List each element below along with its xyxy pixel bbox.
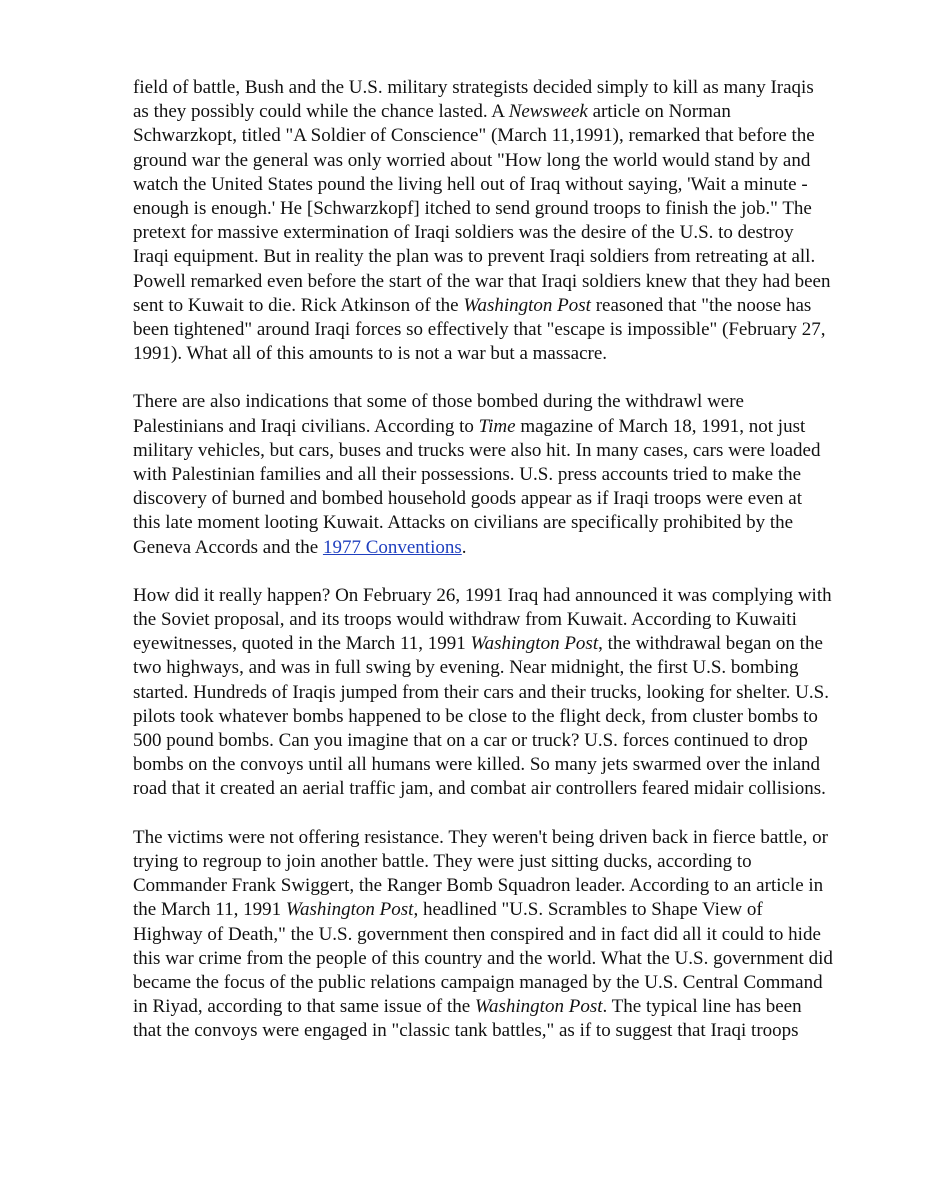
publication-title: Newsweek	[508, 101, 588, 123]
text-segment: , headlined "U.S. Scrambles to Shape View of Highway of Death," the U.S. government then conspired and in fact did all it could to hide this war crime from the people of this country and the world. What the U.S. government did became the focus of the public relations campaign managed by the U.S. Central Command in Riyad, according to that same issue of the	[133, 899, 833, 1018]
text-segment: magazine of March 18, 1991, not just military vehicles, but cars, buses and trucks were also hit. In many cases, cars were loaded with Palestinian families and all their possessions. U.S. press accounts tried to make the discovery of burned and bombed household goods appear as if Iraqi troops were even at this late moment looting Kuwait. Attacks on civilians are specifically prohibited by the Geneva Accords and the	[133, 415, 821, 558]
publication-title: Washington Post	[470, 633, 599, 655]
publication-title: Time	[478, 415, 516, 437]
text-segment: article on Norman Schwarzkopt, titled "A Soldier of Conscience" (March 11,1991), remarked that before the ground war the general was only worried about "How long the world would stand by and watch the United States pound the living hell out of Iraq without saying, 'Wait a minute - enough is enough.' He [Schwarzkopf] itched to send ground troops to finish the job." The pretext for massive extermination of Iraqi soldiers was the desire of the U.S. to destroy Iraqi equipment. But in reality the plan was to prevent Iraqi soldiers from retreating at all. Powell remarked even before the start of the war that Iraqi soldiers knew that they had been sent to Kuwait to die. Rick Atkinson of the	[133, 101, 831, 316]
document-page	[133, 76, 833, 1068]
text-segment: The victims were not offering resistance. They weren't being driven back in fierce battle, or trying to regroup to join another battle. They were just sitting ducks, according to Commander Frank Swiggert, the Ranger Bomb Squadron leader. According to an article in the March 11, 1991	[133, 826, 828, 921]
publication-title: Washington Post	[285, 899, 414, 921]
publication-title: Washington Post	[474, 996, 603, 1018]
text-segment: How did it really happen? On February 26, 1991 Iraq had announced it was complying with the Soviet proposal, and its troops would withdraw from Kuwait. According to Kuwaiti eyewitnesses, quoted in the March 11, 1991	[133, 584, 832, 655]
text-segment: reasoned that "the noose has been tightened" around Iraqi forces so effectively that "escape is impossible" (February 27, 1991). What all of this amounts to is not a war but a massacre.	[133, 294, 826, 365]
text-segment: There are also indications that some of those bombed during the withdrawl were Palestinians and Iraqi civilians. According to	[133, 391, 744, 437]
paragraph-3	[133, 584, 833, 802]
publication-title: Washington Post	[463, 294, 591, 316]
conventions-link[interactable]: 1977 Conventions	[322, 536, 462, 558]
paragraph-1	[133, 76, 833, 366]
paragraph-2	[133, 390, 833, 559]
text-segment: , the withdrawal began on the two highways, and was in full swing by evening. Near midnight, the first U.S. bombing started. Hundreds of Iraqis jumped from their cars and their trucks, looking for shelter. U.S. pilots took whatever bombs happened to be close to the flight deck, from cluster bombs to 500 pound bombs. Can you imagine that on a car or truck? U.S. forces continued to drop bombs on the convoys until all humans were killed. So many jets swarmed over the inland road that it created an aerial traffic jam, and combat air controllers feared midair collisions.	[133, 633, 829, 800]
text-segment: field of battle, Bush and the U.S. military strategists decided simply to kill as many Iraqis as they possibly could while the chance lasted. A	[133, 77, 814, 123]
paragraph-4	[133, 826, 833, 1044]
text-segment: . The typical line has been that the convoys were engaged in "classic tank battles," as if to suggest that Iraqi troops	[133, 996, 802, 1042]
text-segment: .	[461, 536, 467, 558]
